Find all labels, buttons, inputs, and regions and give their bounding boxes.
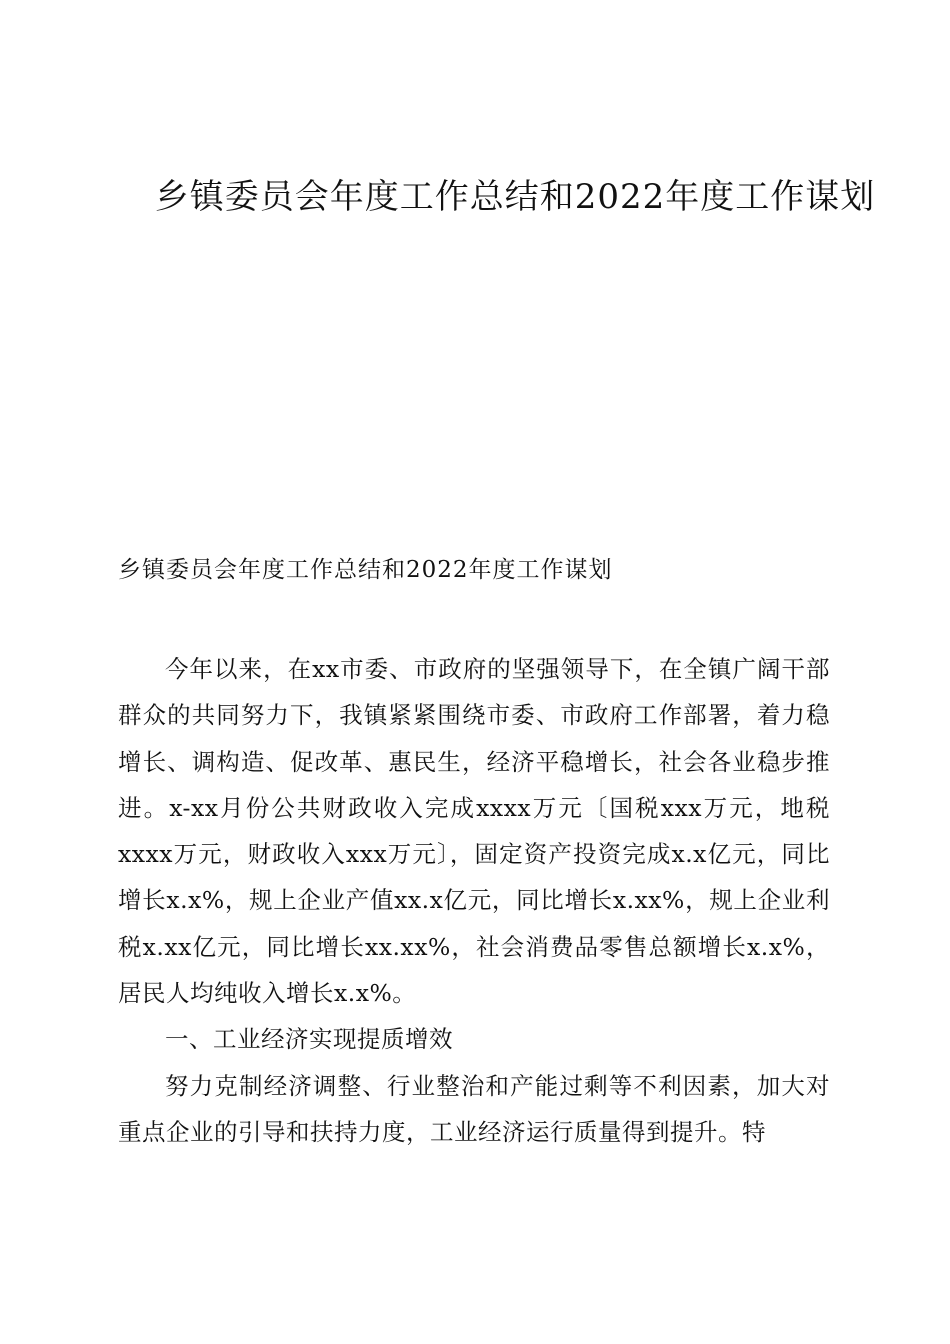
document-subtitle: 乡镇委员会年度工作总结和2022年度工作谋划 <box>118 557 613 583</box>
section-heading-industry: 一、工业经济实现提质增效 <box>165 1025 453 1054</box>
document-title: 乡镇委员会年度工作总结和2022年度工作谋划 <box>154 177 876 217</box>
document-body <box>118 646 830 1155</box>
intro-paragraph: 今年以来，在xx市委、市政府的坚强领导下，在全镇广阔干部群众的共同努力下，我镇紧紧围绕市委、市政府工作部署，着力稳增长、调构造、促改革、惠民生，经济平稳增长，社会各业稳步推进。x-xx月份公共财政收入完成xxxx万元〔国税xxx万元，地税xxxx万元，财政收入xxx万元〕，固定资产投资完成x.x亿元，同比增长x.x%，规上企业产值xx.x亿元，同比增长x.xx%，规上企业利税x.xx亿元，同比增长xx.xx%，社会消费品零售总额增长x.x%，居民人均纯收入增长x.x%。 <box>118 655 830 1008</box>
section-paragraph-industry: 努力克制经济调整、行业整治和产能过剩等不利因素，加大对重点企业的引导和扶持力度，工业经济运行质量得到提升。特 <box>118 1071 830 1146</box>
